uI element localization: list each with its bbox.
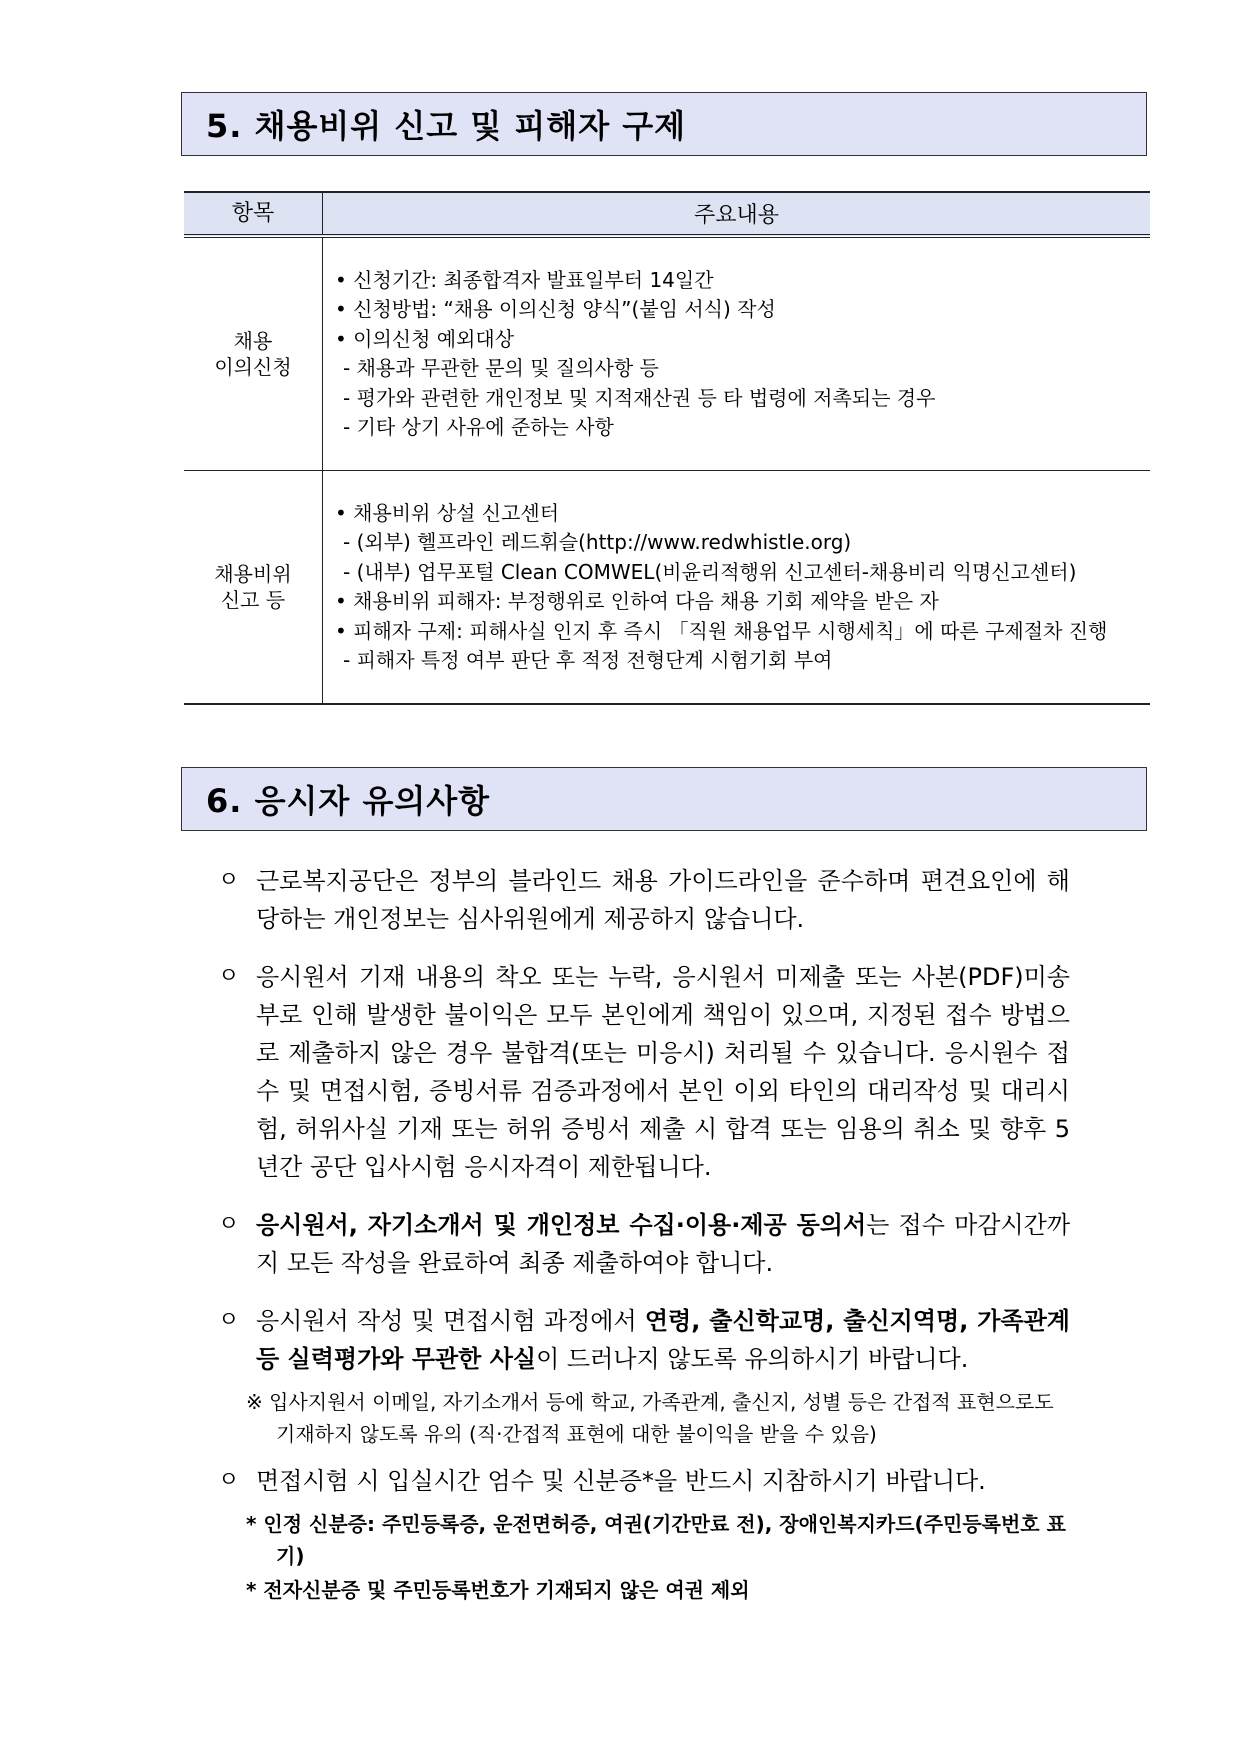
- note-item-irrelevant-facts: ㅇ 응시원서 작성 및 면접시험 과정에서 연령, 출신학교명, 출신지역명, 가족관계 등 실력평가와 무관한 사실이 드러나지 않도록 유의하시기 바랍니다.: [218, 1302, 1070, 1378]
- list-subitem: - (내부) 업무포털 Clean COMWEL(비윤리적행위 신고센터-채용비리 익명신고센터): [343, 559, 1077, 584]
- list-item: • 이의신청 예외대상: [335, 326, 515, 351]
- list-subitem: - 피해자 특정 여부 판단 후 적정 전형단계 시험기회 부여: [343, 648, 833, 672]
- id-card-note-excluded: * 전자신분증 및 주민등록번호가 기재되지 않은 여권 제외: [246, 1578, 750, 1602]
- list-subitem: - 평가와 관련한 개인정보 및 지적재산권 등 타 법령에 저촉되는 경우: [343, 385, 936, 410]
- note-item-consent: ㅇ 응시원서, 자기소개서 및 개인정보 수집·이용·제공 동의서는 접수 마감시간까지 모든 작성을 완료하여 최종 제출하여야 합니다.: [218, 1206, 1070, 1282]
- reference-note: ※ 입사지원서 이메일, 자기소개서 등에 학교, 가족관계, 출신지, 성별 등은 간접적 표현으로도 기재하지 않도록 유의 (직‧간접적 표현에 대한 불이익을 받을 수 있음): [246, 1390, 1054, 1446]
- table-row: [184, 471, 1150, 705]
- bullet-icon: ㅇ: [218, 1212, 240, 1237]
- table-row: [184, 236, 1150, 471]
- note-item-id-card: ㅇ 면접시험 시 입실시간 엄수 및 신분증*을 반드시 지참하시기 바랍니다.: [218, 1462, 1070, 1500]
- bullet-icon: ㅇ: [218, 1308, 240, 1333]
- list-subitem: - 기타 상기 사유에 준하는 사항: [343, 415, 614, 439]
- list-item: • 피해자 구제: 피해사실 인지 후 즉시 「직원 채용업무 시행세칙」에 따른 구제절차 진행: [335, 618, 1108, 643]
- bullet-icon: ㅇ: [218, 964, 240, 989]
- bullet-icon: ㅇ: [218, 868, 240, 893]
- list-subitem: - (외부) 헬프라인 레드휘슬(http://www.redwhistle.org): [343, 530, 852, 554]
- note-item-application-errors: ㅇ 응시원서 기재 내용의 착오 또는 누락, 응시원서 미제출 또는 사본(PDF)미송부로 인해 발생한 불이익은 모두 본인에게 책임이 있으며, 지정된 접수 방법으로 제출하지 않은 경우 불합격(또는 미응시) 처리될 수 있습니다. 응시원수 접수 및 면접시험, 증빙서류 검증과정에서 본인 이외 타인의 대리작성 및 대리시험, 허위사실 기재 또는 허위 증빙서 제출 시 합격 또는 임용의 취소 및 향후 5년간 공단 입사시험 응시자격이 제한됩니다.: [218, 958, 1070, 1186]
- id-card-note-accepted: * 인정 신분증: 주민등록증, 운전면허증, 여권(기간만료 전), 장애인복지카드(주민등록번호 표기): [246, 1512, 1066, 1568]
- objection-table: [184, 191, 1150, 705]
- list-item: • 채용비위 피해자: 부정행위로 인하여 다음 채용 기회 제약을 받은 자: [335, 589, 939, 613]
- list-item: • 신청기간: 최종합격자 발표일부터 14일간: [335, 267, 714, 292]
- table-header-content: 주요내용: [323, 192, 1151, 236]
- table-header-item: 항목: [184, 192, 323, 236]
- section6-title: 6. 응시자 유의사항: [181, 767, 1147, 831]
- row-label-objection: 채용 이의신청: [184, 236, 323, 471]
- note-item-blind-hiring: ㅇ 근로복지공단은 정부의 블라인드 채용 가이드라인을 준수하며 편견요인에 해당하는 개인정보는 심사위원에게 제공하지 않습니다.: [218, 862, 1070, 938]
- list-subitem: - 채용과 무관한 문의 및 질의사항 등: [343, 356, 659, 380]
- row-content-objection: [323, 236, 1151, 471]
- bullet-icon: ㅇ: [218, 1468, 240, 1493]
- section5-title: 5. 채용비위 신고 및 피해자 구제: [181, 92, 1147, 156]
- applicant-notes: [218, 862, 1070, 1614]
- list-item: • 채용비위 상설 신고센터: [335, 500, 560, 525]
- row-content-report: [323, 471, 1151, 705]
- row-label-report: 채용비위 신고 등: [184, 471, 323, 705]
- list-item: • 신청방법: “채용 이의신청 양식”(붙임 서식) 작성: [335, 297, 776, 321]
- table-header-row: [184, 192, 1150, 236]
